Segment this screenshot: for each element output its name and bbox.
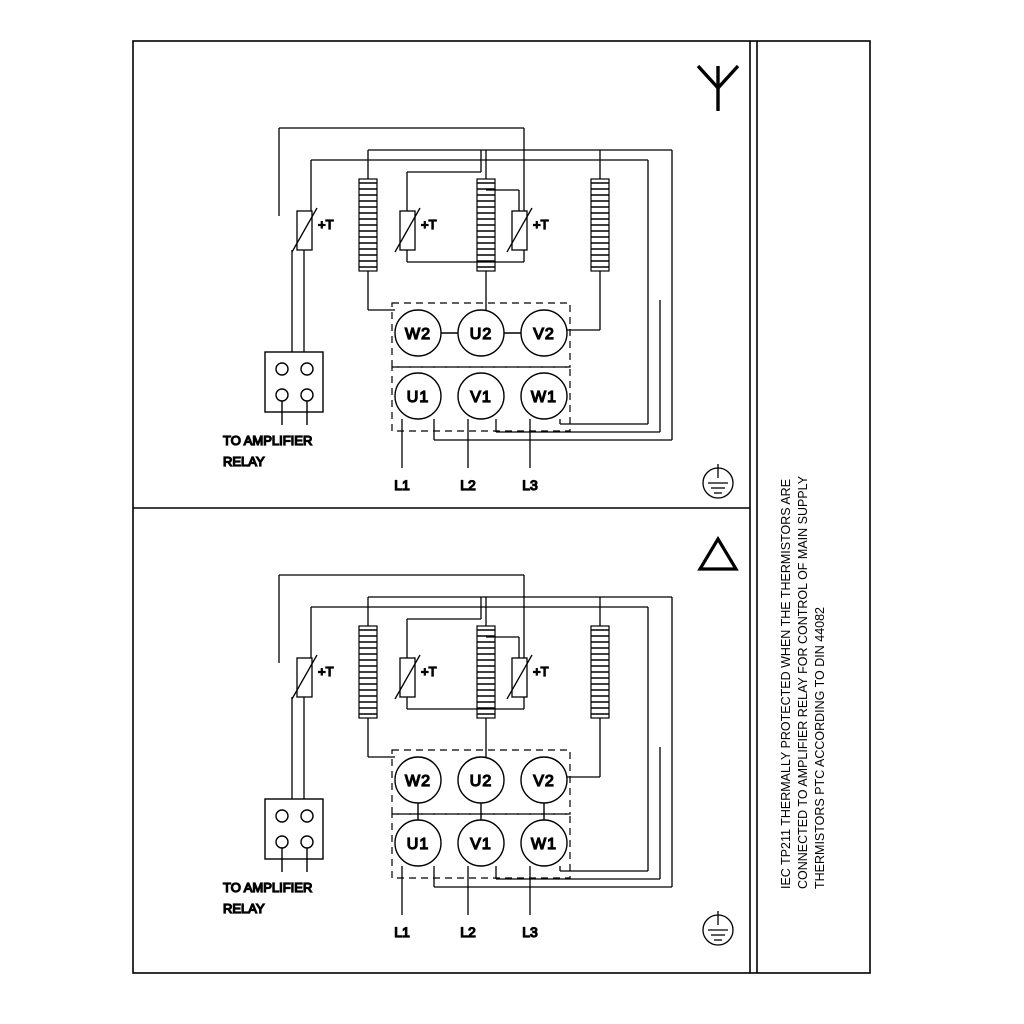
thermistor-label-1: +T xyxy=(318,664,334,679)
terminal-w1: W1 xyxy=(531,389,557,406)
amplifier-label-line2: RELAY xyxy=(223,901,265,916)
delta-bridge xyxy=(418,803,544,820)
amplifier-label-line2: RELAY xyxy=(223,454,265,469)
terminal-v1: V1 xyxy=(470,836,492,853)
earth-ground-icon xyxy=(703,464,733,498)
terminal-v2: V2 xyxy=(533,773,555,790)
terminal-w2: W2 xyxy=(405,773,431,790)
terminal-u2: U2 xyxy=(469,326,493,343)
phase-label-l3: L3 xyxy=(522,924,538,940)
thermistor-label-2: +T xyxy=(421,217,437,232)
terminal-w1: W1 xyxy=(531,836,557,853)
phase-label-l1: L1 xyxy=(394,477,410,493)
side-note-line2: CONNECTED TO AMPLIFIER RELAY FOR CONTROL OF MAIN SUPPLY xyxy=(796,475,810,889)
side-note xyxy=(779,475,827,889)
panel-delta xyxy=(223,539,736,945)
thermistor-label-3: +T xyxy=(533,217,549,232)
terminal-v1: V1 xyxy=(470,389,492,406)
phase-label-l2: L2 xyxy=(460,924,476,940)
phase-label-l3: L3 xyxy=(522,477,538,493)
thermistor-label-1: +T xyxy=(318,217,334,232)
thermistor-label-2: +T xyxy=(421,664,437,679)
amplifier-label-line1: TO AMPLIFIER xyxy=(223,880,313,895)
earth-ground-icon xyxy=(703,911,733,945)
thermistor-label-3: +T xyxy=(533,664,549,679)
terminal-v2: V2 xyxy=(533,326,555,343)
terminal-u1: U1 xyxy=(406,836,430,853)
terminal-w2: W2 xyxy=(405,326,431,343)
wye-symbol xyxy=(698,66,738,111)
side-note-line1: IEC TP211 THERMALLY PROTECTED WHEN THE THERMISTORS ARE xyxy=(779,478,793,889)
amplifier-connector xyxy=(265,799,323,872)
terminal-u1: U1 xyxy=(406,389,430,406)
amplifier-connector xyxy=(265,352,323,425)
phase-label-l2: L2 xyxy=(460,477,476,493)
phase-label-l1: L1 xyxy=(394,924,410,940)
delta-symbol xyxy=(700,539,736,569)
amplifier-label-line1: TO AMPLIFIER xyxy=(223,433,313,448)
side-note-line3: THERMISTORS PTC ACCORDING TO DIN 44082 xyxy=(813,606,827,889)
terminal-u2: U2 xyxy=(469,773,493,790)
panel-star xyxy=(223,66,738,498)
